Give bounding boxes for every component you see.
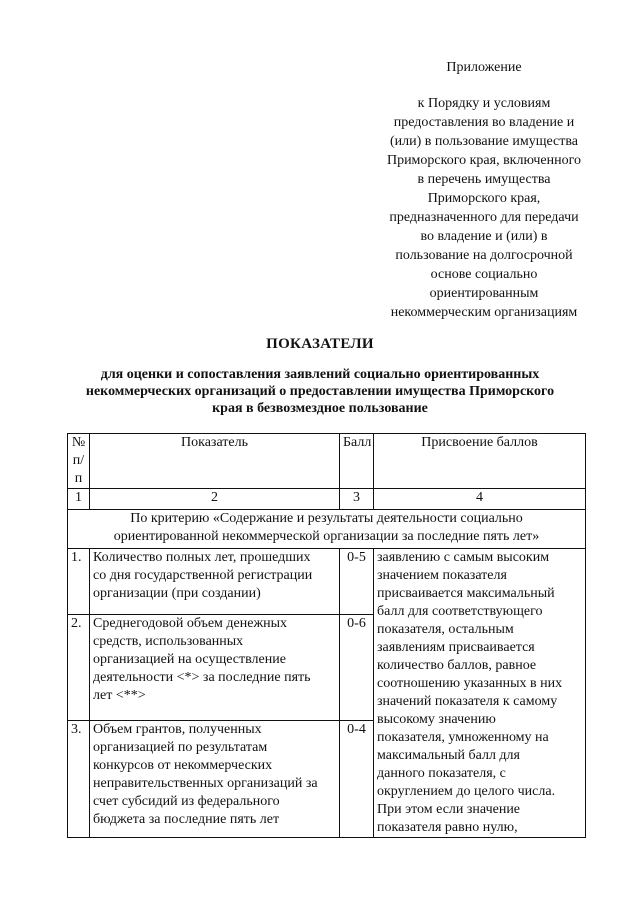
indicator-line: организации (при создании) — [93, 586, 261, 601]
appendix-line: Приморского края, — [427, 191, 541, 206]
appendix-reference — [368, 58, 600, 322]
appendix-line: к Порядку и условиям — [417, 96, 551, 111]
assignment-line: показателя, остальным — [377, 622, 514, 637]
appendix-line: предоставления во владение и — [393, 115, 575, 130]
assignment-line: максимальный балл для — [377, 748, 520, 763]
table-row — [68, 549, 586, 615]
criterion-cell — [68, 510, 586, 549]
criterion-line: ориентированной некоммерческой организации за последние пять лет» — [113, 529, 540, 544]
appendix-line: в перечень имущества — [417, 172, 551, 187]
indicator-line: счет субсидий из федерального — [93, 793, 280, 809]
indicator-line: Количество полных лет, прошедших — [93, 550, 311, 565]
assignment-line: показателя равно нулю, — [377, 820, 518, 835]
appendix-line: во владение и (или) в — [420, 229, 548, 244]
appendix-line: некоммерческим организациям — [390, 305, 578, 320]
header-assignment: Присвоение баллов — [374, 434, 586, 489]
indicator-line: организацией по результатам — [93, 739, 268, 755]
assignment-line: заявлению с самым высоким — [377, 550, 550, 565]
column-numbers-row — [68, 489, 586, 510]
indicator-line: средств, использованных — [93, 633, 244, 649]
assignment-line: присваивается максимальный — [377, 586, 555, 601]
table-header-row — [68, 434, 586, 489]
appendix-line: пользование на долгосрочной — [395, 248, 573, 263]
assignment-line: показателя, умноженному на — [377, 730, 549, 745]
appendix-line: предназначенного для передачи — [389, 210, 579, 225]
assignment-line: количество баллов, равное — [377, 658, 537, 673]
criterion-row — [68, 510, 586, 549]
assignment-line: заявлениям присваивается — [377, 640, 535, 655]
header-number-line: № — [71, 435, 86, 450]
indicator-line: организацией на осуществление — [93, 651, 286, 667]
row-score: 0-6 — [340, 614, 374, 720]
document-subtitle — [70, 366, 570, 417]
subtitle-line: некоммерческих организаций о предоставлении имущества Приморского — [85, 384, 555, 399]
column-number: 1 — [68, 489, 90, 510]
assignment-line: балл для соответствующего — [377, 604, 543, 619]
row-indicator — [90, 614, 340, 720]
header-number-line: п/п — [72, 453, 85, 486]
assignment-line: округлением до целого числа. — [377, 784, 556, 799]
assignment-line: значений показателя к самому — [377, 694, 558, 709]
criterion-line: По критерию «Содержание и результаты деятельности социально — [130, 511, 523, 526]
indicator-line: со дня государственной регистрации — [93, 568, 313, 583]
indicator-line: деятельности <*> за последние пять — [93, 669, 311, 685]
indicators-table — [67, 433, 586, 838]
appendix-line: основе социально — [430, 267, 538, 282]
assignment-cell — [374, 549, 586, 838]
header-indicator: Показатель — [90, 434, 340, 489]
indicator-line: Объем грантов, полученных — [93, 721, 262, 737]
row-indicator — [90, 549, 340, 615]
assignment-line: соотношению указанных в них — [377, 676, 563, 691]
appendix-line: Приморского края, включенного — [386, 153, 582, 168]
indicator-line: неправительственных организаций за — [93, 775, 318, 791]
document-title: ПОКАЗАТЕЛИ — [266, 336, 374, 352]
header-score: Балл — [340, 434, 374, 489]
column-number: 2 — [90, 489, 340, 510]
appendix-text — [368, 94, 600, 322]
row-number: 3. — [68, 720, 90, 837]
appendix-line: ориентированным — [429, 286, 539, 301]
row-indicator — [90, 720, 340, 837]
row-number: 2. — [68, 614, 90, 720]
column-number: 3 — [340, 489, 374, 510]
indicator-line: Среднегодовой объем денежных — [93, 615, 288, 631]
column-number: 4 — [374, 489, 586, 510]
row-score: 0-5 — [340, 549, 374, 615]
indicator-line: бюджета за последние пять лет — [93, 811, 280, 827]
indicator-line: конкурсов от некоммерческих — [93, 757, 273, 773]
assignment-line: При этом если значение — [377, 802, 521, 817]
subtitle-line: края в безвозмездное пользование — [212, 401, 428, 416]
subtitle-line: для оценки и сопоставления заявлений социально ориентированных — [100, 367, 540, 382]
appendix-heading: Приложение — [446, 60, 522, 75]
assignment-line: значением показателя — [377, 568, 507, 583]
appendix-line: (или) в пользование имущества — [389, 134, 579, 149]
indicator-line: лет <**> — [93, 687, 146, 703]
row-number: 1. — [68, 549, 90, 615]
row-score: 0-4 — [340, 720, 374, 837]
header-number — [68, 434, 90, 489]
assignment-line: данного показателя, с — [377, 766, 506, 781]
assignment-line: высокому значению — [377, 712, 496, 727]
